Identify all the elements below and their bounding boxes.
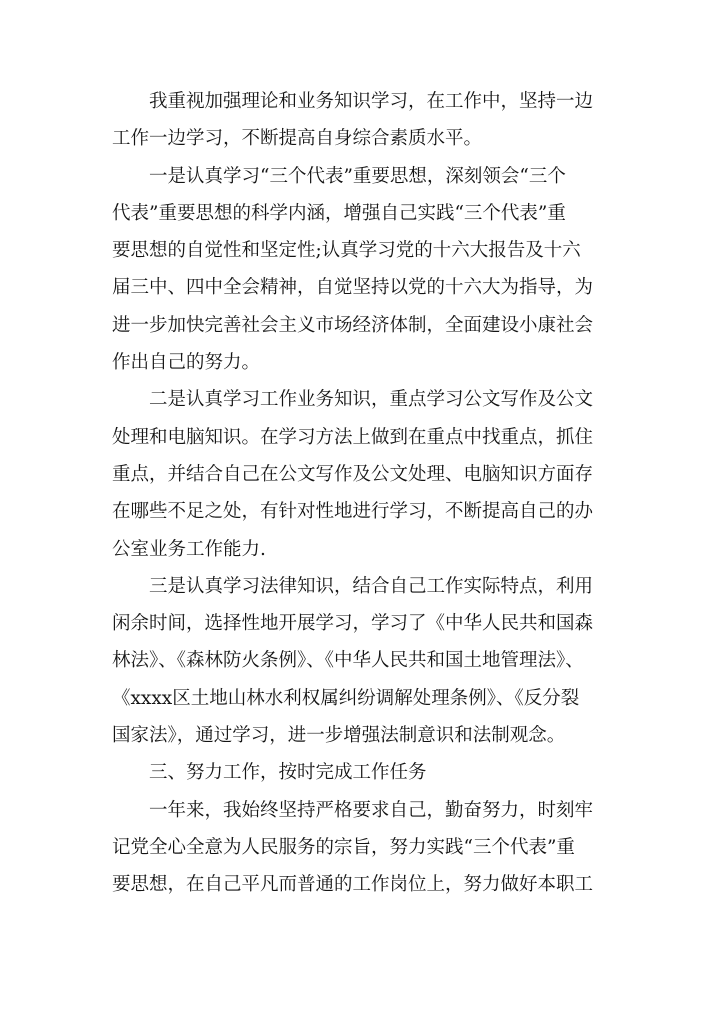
text-line: 在哪些不足之处，有针对性地进行学习，不断提高自己的办 <box>112 501 594 523</box>
text-line: 《xxxx区土地山林水利权属纠纷调解处理条例》、《反分裂 <box>112 687 580 709</box>
document-body <box>112 83 612 904</box>
text-line: 一是认真学习“三个代表”重要思想，深刻领会“三个 <box>149 165 566 187</box>
text-line: 重点，并结合自己在公文写作及公文处理、电脑知识方面存 <box>112 463 594 485</box>
text-line: 届三中、四中全会精神，自觉坚持以党的十六大为指导，为 <box>112 277 594 299</box>
text-line: 国家法》，通过学习，进一步增强法制意识和法制观念。 <box>112 725 566 747</box>
text-line: 要思想的自觉性和坚定性;认真学习党的十六大报告及十六 <box>112 240 581 262</box>
text-line: 处理和电脑知识。在学习方法上做到在重点中找重点，抓住 <box>112 426 594 448</box>
text-line: 一年来，我始终坚持严格要求自己，勤奋努力，时刻牢 <box>149 799 594 821</box>
text-line: 要思想，在自己平凡而普通的工作岗位上，努力做好本职工 <box>112 874 594 896</box>
text-line: 公室业务工作能力. <box>112 538 266 560</box>
text-line: 代表”重要思想的科学内涵，增强自己实践“三个代表”重 <box>112 202 566 224</box>
section-heading: 三、努力工作，按时完成工作任务 <box>149 762 427 784</box>
text-line: 我重视加强理论和业务知识学习，在工作中，坚持一边 <box>149 91 594 112</box>
text-line: 闲余时间，选择性地开展学习，学习了《中华人民共和国森 <box>112 613 594 635</box>
text-line: 进一步加快完善社会主义市场经济体制，全面建设小康社会 <box>112 314 594 336</box>
text-line: 作出自己的努力。 <box>112 352 261 374</box>
text-line: 记党全心全意为人民服务的宗旨，努力实践“三个代表”重 <box>112 836 575 858</box>
text-line: 三是认真学习法律知识，结合自己工作实际特点，利用 <box>149 575 594 597</box>
text-line: 林法》、《森林防火条例》、《中华人民共和国土地管理法》、 <box>112 650 584 672</box>
text-line: 工作一边学习，不断提高自身综合素质水平。 <box>112 128 483 150</box>
text-line: 二是认真学习工作业务知识，重点学习公文写作及公文 <box>149 389 594 411</box>
